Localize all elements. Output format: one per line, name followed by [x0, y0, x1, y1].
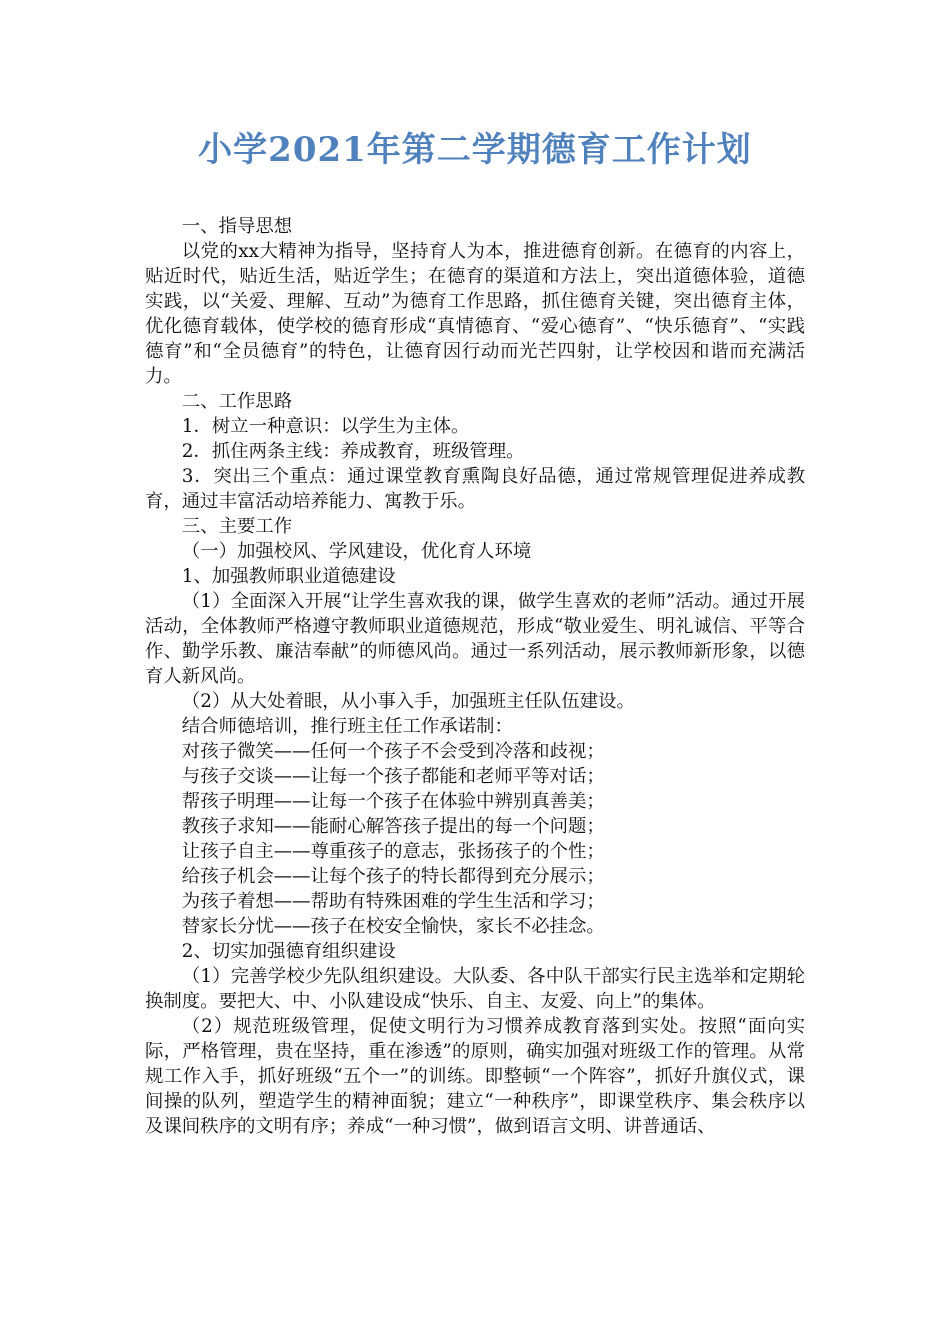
paragraph: （1）全面深入开展“让学生喜欢我的课，做学生喜欢的老师”活动。通过开展活动，全体教师严格遵守教师职业道德规范，形成“敬业爱生、明礼诚信、平等合作、勤学乐教、廉洁奉献”的师德风尚。通过一系列活动，展示教师新形象，以德育人新风尚。: [145, 591, 805, 687]
document-title: 小学2021年第二学期德育工作计划: [198, 130, 752, 170]
paragraph: （2）从大处着眼，从小事入手，加强班主任队伍建设。: [181, 691, 635, 712]
paragraph: 结合师德培训，推行班主任工作承诺制：: [181, 716, 513, 737]
list-item: 3．突出三个重点：通过课堂教育熏陶良好品德，通过常规管理促进养成教育，通过丰富活动培养能力、寓教于乐。: [145, 466, 805, 512]
section-heading: 二、工作思路: [181, 391, 293, 412]
document-body: [145, 214, 805, 1139]
subsection-heading: （一）加强校风、学风建设，优化育人环境: [181, 541, 532, 562]
commitment-line: 教孩子求知——能耐心解答孩子提出的每一个问题；: [181, 816, 605, 837]
paragraph: （2）规范班级管理，促使文明行为习惯养成教育落到实处。按照“面向实际，严格管理，贵在坚持，重在渗透”的原则，确实加强对班级工作的管理。从常规工作入手，抓好班级“五个一”的训练。即整顿“一个阵容”，抓好升旗仪式，课间操的队列，塑造学生的精神面貌；建立“一种秩序”，即课堂秩序、集会秩序以及课间秩序的文明有序；养成“一种习惯”，做到语言文明、讲普通话、: [145, 1016, 805, 1137]
paragraph: 以党的xx大精神为指导，坚持育人为本，推进德育创新。在德育的内容上，贴近时代，贴近生活，贴近学生；在德育的渠道和方法上，突出道德体验，道德实践，以“关爱、理解、互动”为德育工作思路，抓住德育关键，突出德育主体，优化德育载体，使学校的德育形成“真情德育、“爱心德育”、“快乐德育”、“实践德育”和“全员德育”的特色，让德育因行动而光芒四射，让学校因和谐而充满活力。: [145, 241, 805, 387]
subsection-heading: 2、切实加强德育组织建设: [181, 941, 396, 962]
commitment-line: 帮孩子明理——让每一个孩子在体验中辨别真善美；: [181, 791, 605, 812]
commitment-line: 让孩子自主——尊重孩子的意志，张扬孩子的个性；: [181, 841, 605, 862]
list-item: 2．抓住两条主线：养成教育，班级管理。: [181, 441, 525, 462]
list-item: 1．树立一种意识：以学生为主体。: [181, 416, 470, 437]
paragraph: （1）完善学校少先队组织建设。大队委、各中队干部实行民主选举和定期轮换制度。要把大、中、小队建设成“快乐、自主、友爱、向上”的集体。: [145, 966, 805, 1012]
subsection-heading: 1、加强教师职业道德建设: [181, 566, 396, 587]
commitment-line: 为孩子着想——帮助有特殊困难的学生生活和学习；: [181, 891, 605, 912]
commitment-line: 给孩子机会——让每个孩子的特长都得到充分展示；: [181, 866, 605, 887]
section-heading: 三、主要工作: [181, 516, 293, 537]
commitment-line: 替家长分忧——孩子在校安全愉快，家长不必挂念。: [181, 916, 605, 937]
commitment-line: 与孩子交谈——让每一个孩子都能和老师平等对话；: [181, 766, 605, 787]
section-heading: 一、指导思想: [181, 216, 293, 237]
commitment-line: 对孩子微笑——任何一个孩子不会受到冷落和歧视；: [181, 741, 605, 762]
